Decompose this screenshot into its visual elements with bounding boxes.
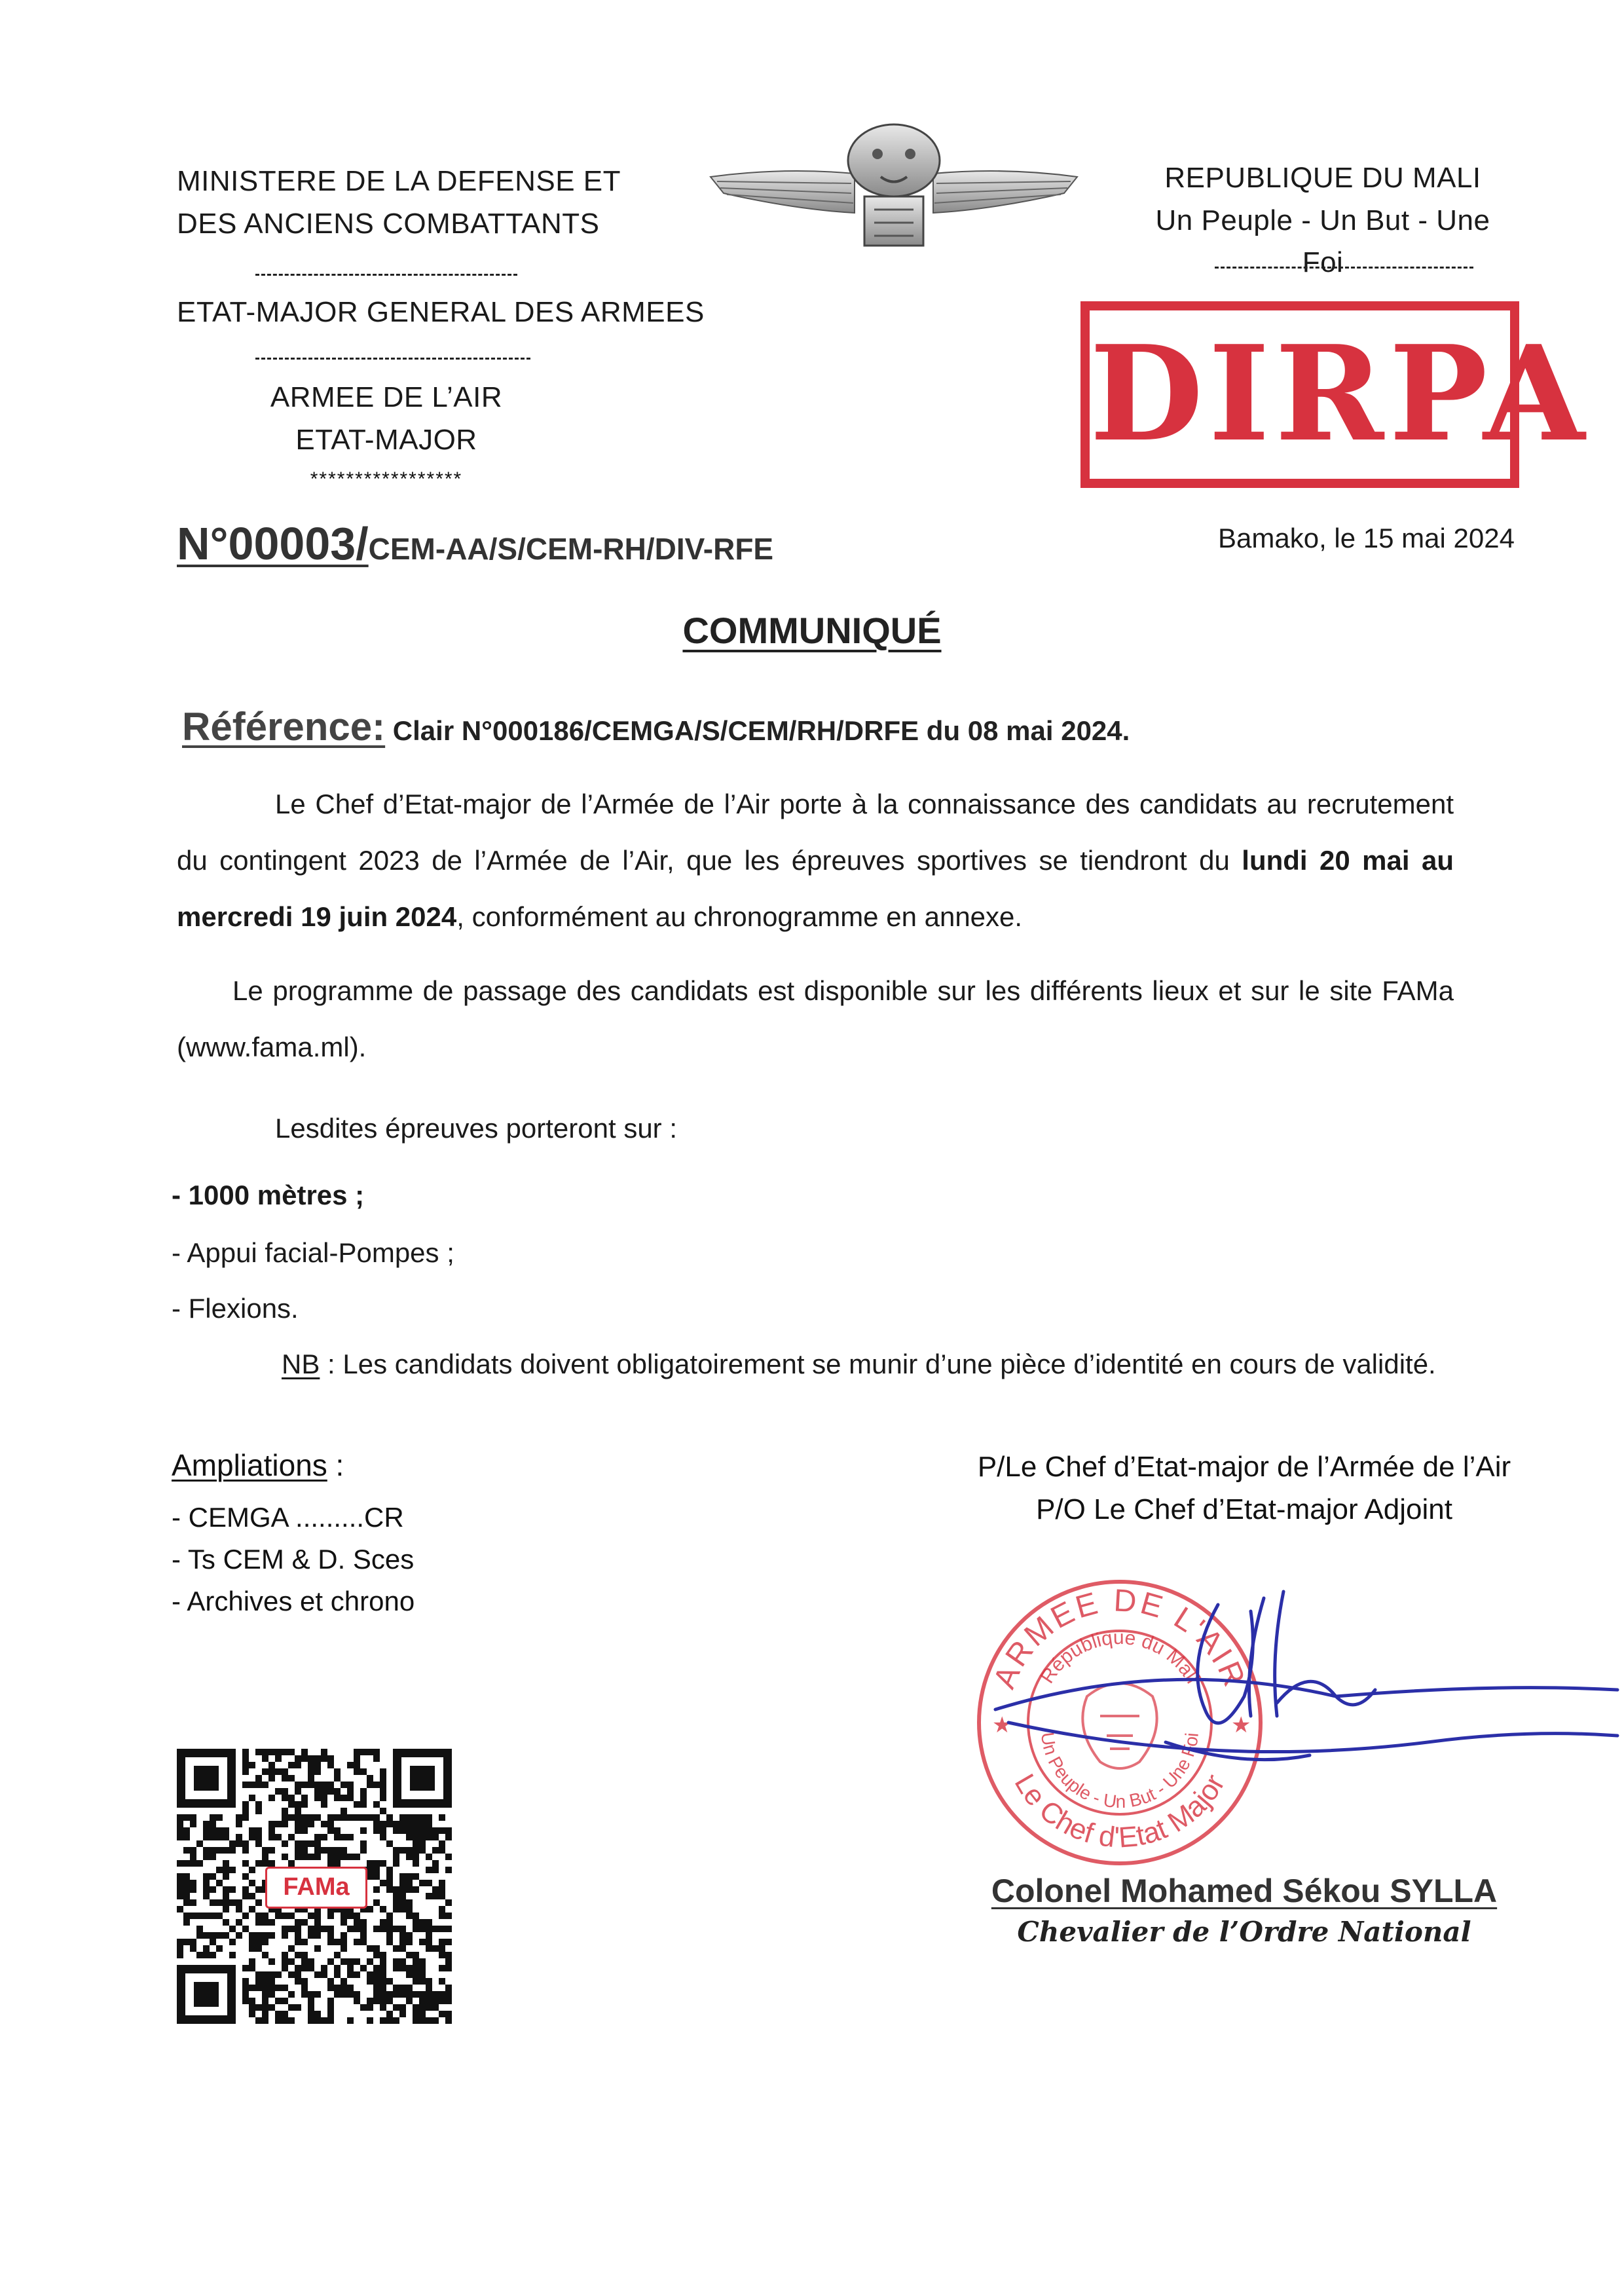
- event-item: - Flexions.: [172, 1293, 299, 1324]
- stamp-outer-text: ARMEE DE L'AIR: [987, 1583, 1253, 1694]
- nb-label: NB: [282, 1349, 320, 1379]
- reference-label: Référence:: [182, 705, 386, 749]
- stars-separator: *****************: [310, 468, 463, 490]
- signatory-line-2: P/O Le Chef d’Etat-major Adjoint: [1036, 1493, 1452, 1525]
- separator: [255, 358, 530, 360]
- dirpa-stamp: [1080, 301, 1591, 488]
- ampliations-colon: :: [327, 1448, 344, 1482]
- nb-text: : Les candidats doivent obligatoirement se munir d’une pièce d’identité en cours de validité.: [320, 1349, 1436, 1379]
- reference-text: Clair N°000186/CEMGA/S/CEM/RH/DRFE du 08 mai 2024.: [385, 715, 1130, 746]
- paragraph-dates-part1: Le Chef d’Etat-major de l’Armée de l’Air porte à la connaissance des candidats au recrutement du contingent 2023 de l’Armée de l’Air, que les épreuves sportives se tiendront du: [177, 789, 1454, 876]
- document-number: [177, 517, 773, 570]
- winged-emblem-icon: [704, 121, 1084, 259]
- document-number-suffix: CEM-AA/S/CEM-RH/DIV-RFE: [368, 532, 774, 566]
- country-name: REPUBLIQUE DU MALI: [1164, 162, 1481, 194]
- dirpa-stamp-text: DIRPA: [1090, 317, 1591, 471]
- signatory-line-1: P/Le Chef d’Etat-major de l’Armée de l’Air: [977, 1451, 1511, 1483]
- stamp-star-icon: ★: [1231, 1713, 1251, 1738]
- ampliation-item: - CEMGA .........CR: [172, 1502, 404, 1533]
- signatory-name-wrap: [904, 1872, 1585, 1910]
- paragraph-dates-part2: , conformément au chronogramme en annexe.: [456, 901, 1023, 932]
- ampliation-item: - Archives et chrono: [172, 1586, 415, 1616]
- place-date: Bamako, le 15 mai 2024: [1218, 523, 1515, 553]
- air-force-staff: ETAT-MAJOR: [295, 424, 477, 456]
- ampliation-item: - Ts CEM & D. Sces: [172, 1544, 415, 1575]
- ampliations-heading: [172, 1447, 344, 1483]
- paragraph-program: Le programme de passage des candidats est disponible sur les différents lieux et sur le site FAMa (www.fama.ml).: [177, 975, 1454, 1062]
- signatory-honor: Chevalier de l’Ordre National: [1017, 1916, 1471, 1948]
- event-item: - 1000 mètres ;: [172, 1180, 365, 1210]
- general-staff: ETAT-MAJOR GENERAL DES ARMEES: [177, 296, 705, 328]
- paragraph-dates: [177, 776, 1454, 945]
- fama-badge: FAMa: [265, 1867, 367, 1909]
- separator: [255, 274, 517, 276]
- nb-note: [282, 1336, 1436, 1392]
- stamp-inner-top: République du Mali: [1036, 1626, 1204, 1688]
- handwritten-signature: [969, 1585, 1624, 1821]
- signatory-name: Colonel Mohamed Sékou SYLLA: [991, 1873, 1498, 1909]
- separator: [1215, 267, 1473, 269]
- page-title: COMMUNIQUÉ: [682, 610, 942, 651]
- ministry-line-2: DES ANCIENS COMBATTANTS: [177, 208, 600, 240]
- ministry-line-1: MINISTERE DE LA DEFENSE ET: [177, 165, 621, 197]
- paragraph-events-intro: Lesdites épreuves porteront sur :: [275, 1113, 678, 1144]
- ampliations-list: [172, 1497, 415, 1622]
- stamp-star-icon: ★: [992, 1713, 1012, 1738]
- reference-line: [182, 704, 1130, 749]
- country-motto: Un Peuple - Un But - Une Foi: [1155, 204, 1490, 278]
- stamp-bottom-text: Le Chef d'Etat Major: [1008, 1768, 1232, 1854]
- event-item: - Appui facial-Pompes ;: [172, 1237, 454, 1268]
- paragraph-dates-bold: lundi 20 mai au mercredi 19 juin 2024: [177, 845, 1454, 932]
- stamp-inner-bottom: Un Peuple - Un But - Une Foi: [1037, 1730, 1202, 1812]
- ampliations-title: Ampliations: [172, 1448, 327, 1482]
- air-force: ARMEE DE L’AIR: [270, 381, 503, 413]
- document-number-main: N°00003/: [177, 518, 369, 569]
